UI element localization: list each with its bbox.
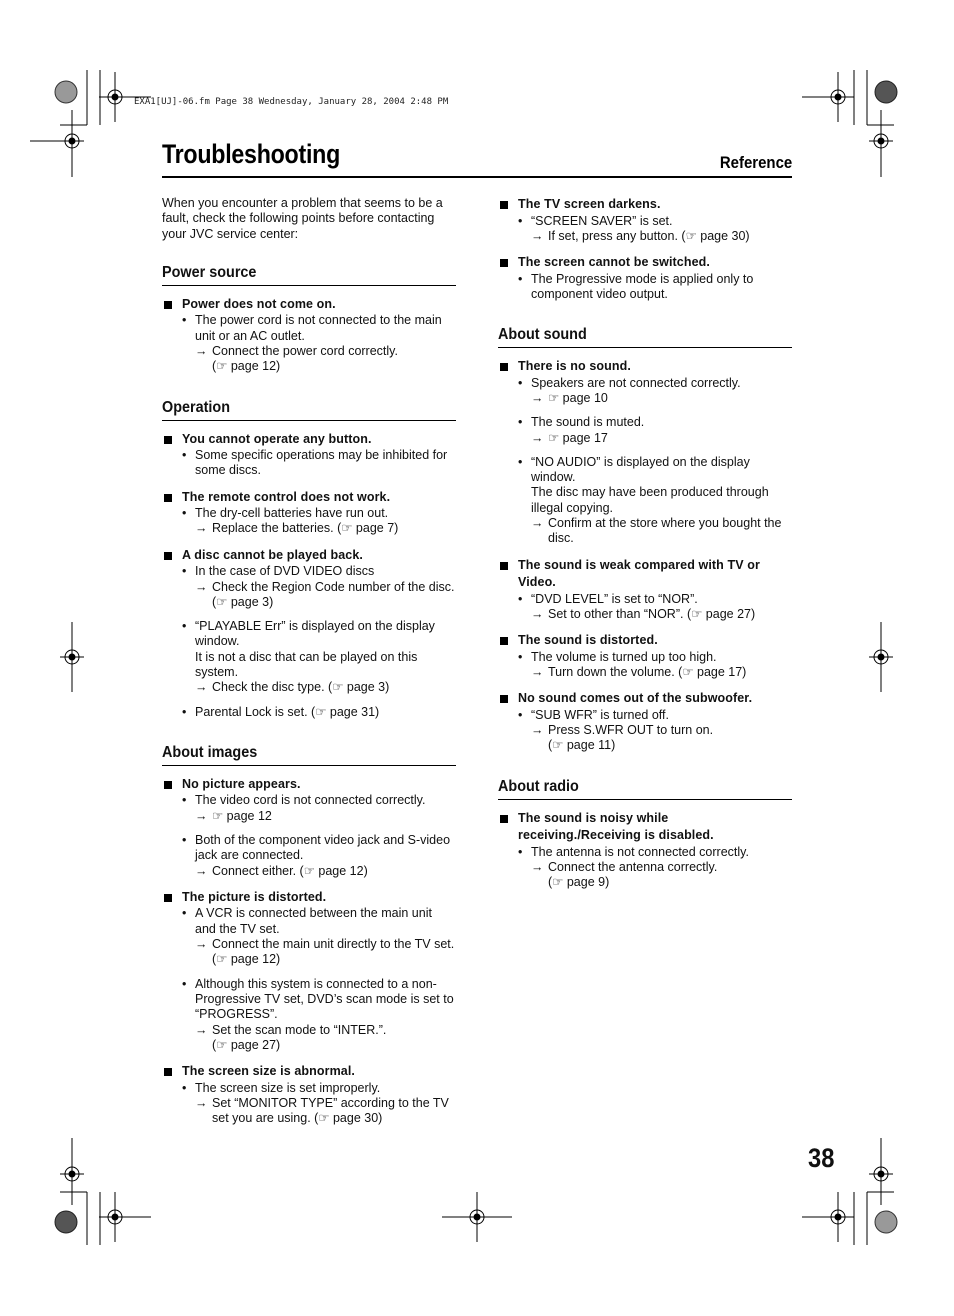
cause-list: [162, 313, 456, 374]
cause-text: The Progressive mode is applied only to component video output.: [531, 271, 754, 301]
action-text: (☞ page 11): [548, 738, 616, 753]
cause-item: [498, 592, 792, 623]
cause-text: Speakers are not connected correctly.: [531, 375, 741, 390]
section-title: [162, 399, 456, 421]
problem-heading: [498, 196, 792, 214]
problem-heading-text: The screen cannot be switched.: [518, 255, 710, 270]
problem-heading-text: The TV screen darkens.: [518, 197, 661, 211]
problem-heading-text: There is no sound.: [518, 359, 631, 374]
action-text: Connect either. (☞ page 12): [212, 863, 368, 878]
problem-heading-text: The sound is weak compared with TV or Video.: [518, 557, 760, 590]
problem: [498, 690, 792, 753]
arrow-icon: →: [195, 863, 208, 878]
action-line: [531, 875, 792, 890]
problem-heading-text: The sound is distorted.: [518, 633, 658, 648]
arrow-icon: →: [195, 680, 208, 695]
bullet-icon: •: [182, 906, 187, 921]
cause-text: The video cord is not connected correctly.: [195, 793, 426, 808]
page-title: Troubleshooting: [162, 139, 341, 169]
bullet-icon: •: [518, 213, 523, 228]
bullet-icon: •: [518, 271, 523, 286]
cause-item: [498, 214, 792, 245]
bullet-icon: •: [518, 591, 523, 606]
cause-text: Although this system is connected to a non-Progressive TV set, DVD’s scan mode is set to “PROGRESS”.: [195, 976, 454, 1022]
action-text: ☞ page 10: [548, 390, 608, 405]
arrow-icon: →: [195, 1022, 208, 1037]
problem: [498, 358, 792, 546]
arrow-icon: →: [531, 390, 544, 405]
section-body: [162, 766, 456, 1127]
action-line: [531, 229, 792, 244]
cause-text: “SCREEN SAVER” is set.: [531, 213, 673, 228]
left-sections: [162, 264, 456, 1127]
cause-item: [498, 650, 792, 681]
cause-text: The volume is turned up too high.: [531, 649, 717, 664]
problem-heading: [162, 431, 456, 449]
square-bullet-icon: [164, 894, 172, 902]
bullet-icon: •: [518, 454, 523, 469]
section-title-text: About sound: [498, 326, 587, 344]
problem: [162, 296, 456, 375]
problem-heading-text: No sound comes out of the subwoofer.: [518, 691, 753, 706]
problem: [498, 254, 792, 302]
action-line: [531, 607, 792, 622]
square-bullet-icon: [164, 552, 172, 560]
problem-heading: [162, 489, 456, 507]
cause-item: [162, 313, 456, 374]
cause-list: [498, 592, 792, 623]
action-line: [195, 359, 456, 374]
action-line: [531, 431, 792, 446]
bullet-icon: •: [182, 793, 187, 808]
action-text: ☞ page 12: [212, 808, 272, 823]
action-line: [195, 680, 456, 695]
square-bullet-icon: [500, 259, 508, 267]
section: [498, 778, 792, 891]
action-line: [531, 738, 792, 753]
problem-heading-text: The screen size is abnormal.: [182, 1064, 356, 1079]
section-title: [498, 326, 792, 348]
square-bullet-icon: [500, 363, 508, 371]
action-line: [195, 809, 456, 824]
problem-heading: [162, 296, 456, 314]
cause-list: [498, 650, 792, 681]
cause-item: [162, 793, 456, 824]
section-body: [162, 286, 456, 375]
cause-item: [162, 1081, 456, 1127]
cause-item: [162, 619, 456, 695]
section-body: [162, 421, 456, 720]
problem-heading: [498, 810, 792, 845]
action-text: Check the Region Code number of the disc. (☞ page 3): [212, 579, 455, 609]
bullet-icon: •: [182, 619, 187, 634]
bullet-icon: •: [182, 704, 187, 719]
problem-heading-text: The sound is noisy while receiving./Receiving is disabled.: [518, 810, 714, 843]
problem-heading-text: You cannot operate any button.: [182, 431, 372, 446]
cause-item: [498, 272, 792, 303]
square-bullet-icon: [500, 695, 508, 703]
cause-item: [162, 833, 456, 879]
problem-heading: [162, 1063, 456, 1081]
problem: [162, 1063, 456, 1126]
section-body: [498, 348, 792, 754]
action-text: Connect the power cord correctly.: [212, 343, 398, 358]
cause-item: [498, 376, 792, 407]
action-text: Check the disc type. (☞ page 3): [212, 680, 390, 695]
arrow-icon: →: [195, 579, 208, 594]
cause-list: [498, 214, 792, 245]
cause-text: “DVD LEVEL” is set to “NOR”.: [531, 591, 698, 606]
section-title-text: About images: [162, 743, 258, 761]
cause-list: [162, 793, 456, 878]
bullet-icon: •: [518, 415, 523, 430]
arrow-icon: →: [531, 860, 544, 875]
cause-text: A VCR is connected between the main unit and the TV set.: [195, 906, 432, 936]
problem-heading: [162, 776, 456, 794]
square-bullet-icon: [500, 637, 508, 645]
cause-item: [162, 977, 456, 1053]
arrow-icon: →: [195, 1095, 208, 1110]
action-text: Set to other than “NOR”. (☞ page 27): [548, 606, 756, 621]
bullet-icon: •: [182, 976, 187, 991]
right-top-problems: [498, 196, 792, 302]
action-text: ☞ page 17: [548, 430, 608, 445]
arrow-icon: →: [531, 228, 544, 243]
cause-text: It is not a disc that can be played on this system.: [195, 649, 418, 680]
problem-heading: [162, 547, 456, 565]
action-line: [531, 665, 792, 680]
cause-text: The disc may have been produced through illegal copying.: [531, 485, 769, 515]
arrow-icon: →: [531, 430, 544, 445]
problem: [498, 196, 792, 244]
bullet-icon: •: [182, 506, 187, 521]
cause-text: The sound is muted.: [531, 415, 645, 430]
square-bullet-icon: [164, 301, 172, 309]
arrow-icon: →: [531, 665, 544, 680]
problem: [498, 632, 792, 680]
cause-item: [498, 845, 792, 891]
arrow-icon: →: [195, 808, 208, 823]
cause-text: Both of the component video jack and S-video jack are connected.: [195, 833, 451, 863]
title-rule: [162, 176, 792, 178]
problem: [162, 431, 456, 479]
file-header: EXA1[UJ]-06.fm Page 38 Wednesday, January 28, 2004 2:48 PM: [134, 97, 449, 107]
cause-text: The power cord is not connected to the main unit or an AC outlet.: [195, 313, 442, 343]
section-title: [162, 744, 456, 766]
cause-item: [162, 506, 456, 537]
section-title-text: Power source: [162, 263, 257, 281]
bullet-icon: •: [182, 448, 187, 463]
square-bullet-icon: [500, 815, 508, 823]
action-line: [531, 723, 792, 738]
right-column: [498, 196, 792, 915]
cause-item: [498, 415, 792, 446]
arrow-icon: →: [195, 521, 208, 536]
action-text: (☞ page 12): [212, 359, 281, 374]
cause-list: [162, 506, 456, 537]
square-bullet-icon: [500, 562, 508, 570]
action-line: [195, 864, 456, 879]
action-text: (☞ page 27): [212, 1037, 281, 1052]
bullet-icon: •: [518, 375, 523, 390]
bullet-icon: •: [182, 313, 187, 328]
action-line: [195, 344, 456, 359]
problem-heading: [498, 254, 792, 272]
square-bullet-icon: [164, 436, 172, 444]
cause-list: [162, 906, 456, 1053]
action-line: [531, 516, 792, 547]
cause-text: In the case of DVD VIDEO discs: [195, 564, 375, 579]
cause-text: “PLAYABLE Err” is displayed on the display window.: [195, 619, 435, 649]
arrow-icon: →: [531, 606, 544, 621]
problem-heading-text: Power does not come on.: [182, 296, 336, 311]
problem-heading: [498, 358, 792, 376]
cause-item: [162, 448, 456, 479]
section: [162, 744, 456, 1127]
action-text: Replace the batteries. (☞ page 7): [212, 521, 399, 536]
cause-item: [162, 906, 456, 967]
action-line: [195, 1096, 456, 1127]
problem: [162, 547, 456, 720]
cause-text: The antenna is not connected correctly.: [531, 844, 749, 859]
problem-heading-text: No picture appears.: [182, 776, 301, 791]
problem: [162, 889, 456, 1053]
action-text: (☞ page 9): [548, 875, 610, 890]
action-line: [195, 1038, 456, 1053]
square-bullet-icon: [164, 781, 172, 789]
cause-list: [498, 708, 792, 754]
problem-heading: [498, 690, 792, 708]
square-bullet-icon: [164, 1068, 172, 1076]
action-text: Connect the antenna correctly.: [548, 860, 718, 875]
section-title-text: Operation: [162, 398, 231, 416]
section: [162, 264, 456, 375]
problem-heading-text: The remote control does not work.: [182, 489, 391, 504]
arrow-icon: →: [531, 516, 544, 531]
cause-list: [162, 1081, 456, 1127]
problem: [498, 557, 792, 623]
bullet-icon: •: [518, 844, 523, 859]
section-title-text: About radio: [498, 777, 579, 795]
bullet-icon: •: [518, 649, 523, 664]
cause-list: [498, 376, 792, 547]
section-title: [162, 264, 456, 286]
problem: [498, 810, 792, 891]
action-text: Connect the main unit directly to the TV set. (☞ page 12): [212, 937, 455, 967]
problem-heading-text: A disc cannot be played back.: [182, 547, 363, 562]
action-line: [531, 860, 792, 875]
left-column: [162, 196, 456, 1150]
cause-item: [162, 564, 456, 610]
problem: [162, 776, 456, 879]
action-text: Turn down the volume. (☞ page 17): [548, 665, 747, 680]
problem-heading: [162, 889, 456, 907]
cause-text: “NO AUDIO” is displayed on the display window.: [531, 454, 750, 485]
problem: [162, 489, 456, 537]
problem-heading-text: The picture is distorted.: [182, 889, 327, 904]
arrow-icon: →: [195, 937, 208, 952]
action-line: [195, 521, 456, 536]
problem-heading: [498, 557, 792, 592]
cause-item: [162, 705, 456, 720]
square-bullet-icon: [164, 494, 172, 502]
cause-text: Some specific operations may be inhibited for some discs.: [195, 448, 448, 478]
cause-list: [498, 272, 792, 303]
cause-text: The screen size is set improperly.: [195, 1080, 381, 1095]
action-line: [531, 391, 792, 406]
cause-list: [162, 448, 456, 479]
bullet-icon: •: [182, 833, 187, 848]
cause-text: The dry-cell batteries have run out.: [195, 506, 389, 521]
cause-item: [498, 708, 792, 754]
action-text: Confirm at the store where you bought the disc.: [548, 516, 782, 546]
action-text: Set “MONITOR TYPE” according to the TV set you are using. (☞ page 30): [212, 1095, 449, 1126]
cause-list: [498, 845, 792, 891]
section-body: [498, 800, 792, 891]
section: [162, 399, 456, 720]
section-tag: Reference: [719, 153, 792, 172]
square-bullet-icon: [500, 201, 508, 209]
action-line: [195, 580, 456, 611]
action-text: Press S.WFR OUT to turn on.: [548, 723, 714, 738]
arrow-icon: →: [531, 723, 544, 738]
section: [498, 326, 792, 754]
right-sections: [498, 326, 792, 890]
bullet-icon: •: [182, 1080, 187, 1095]
arrow-icon: →: [195, 343, 208, 358]
bullet-icon: •: [518, 707, 523, 722]
section-title: [498, 778, 792, 800]
action-line: [195, 1023, 456, 1038]
action-text: If set, press any button. (☞ page 30): [548, 228, 750, 243]
cause-text: Parental Lock is set. (☞ page 31): [195, 704, 380, 719]
action-text: Set the scan mode to “INTER.”.: [212, 1022, 387, 1037]
bullet-icon: •: [182, 564, 187, 579]
cause-text: “SUB WFR” is turned off.: [531, 707, 669, 722]
action-line: [195, 937, 456, 968]
cause-item: [498, 455, 792, 547]
page-number: 38: [808, 1143, 835, 1173]
cause-list: [162, 564, 456, 720]
problem-heading: [498, 632, 792, 650]
intro-text: When you encounter a problem that seems to be a fault, check the following points before contacting your JVC service center:: [162, 196, 443, 241]
